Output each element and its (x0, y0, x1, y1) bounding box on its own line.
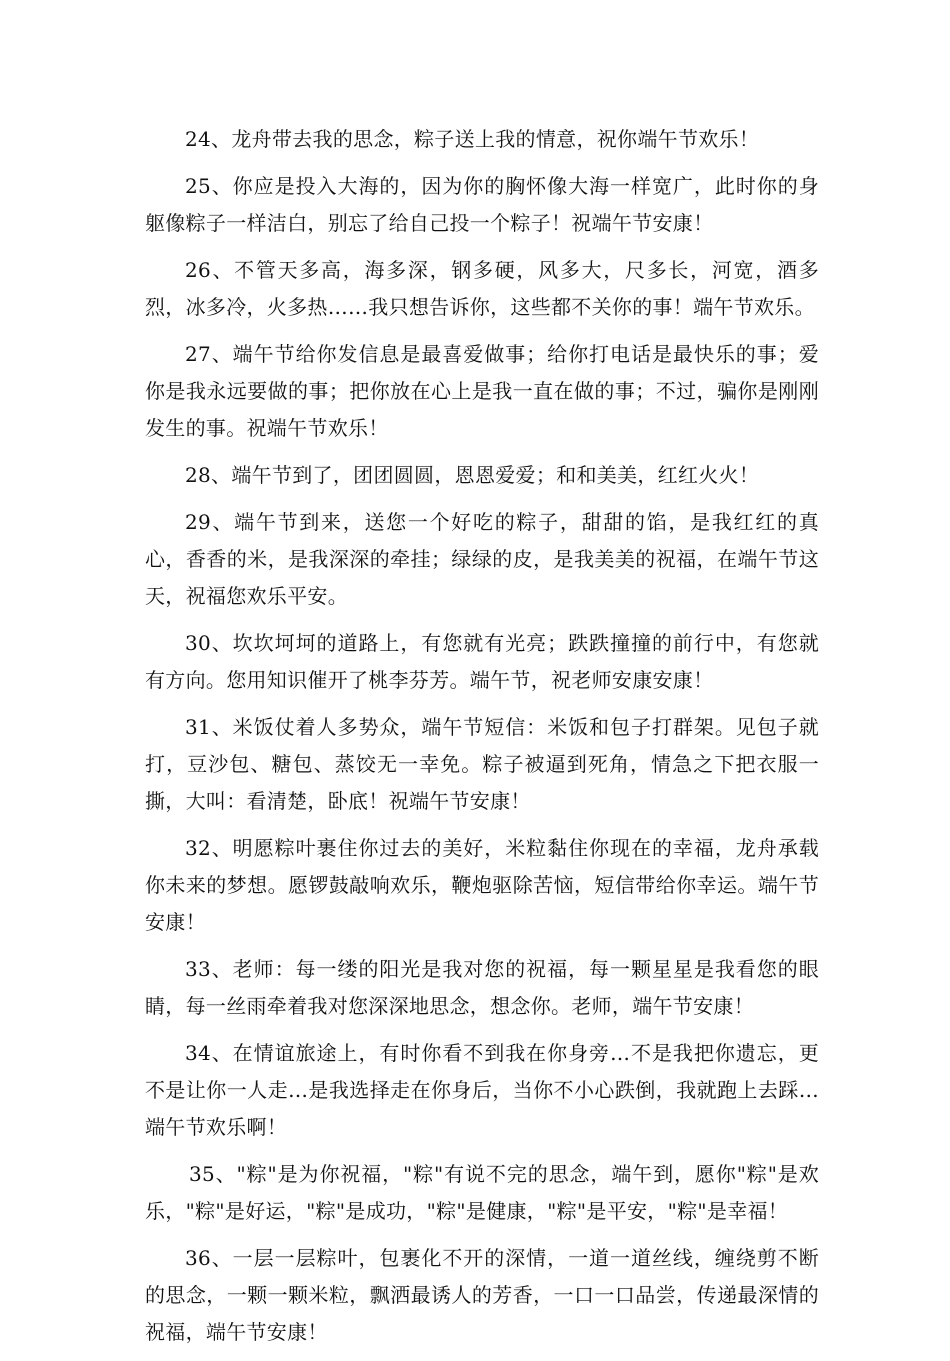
paragraph-24: 24、龙舟带去我的思念，粽子送上我的情意，祝你端午节欢乐！ (185, 127, 760, 151)
paragraph-36: 36、一层一层粽叶，包裹化不开的深情，一道一道丝线，缠绕剪不断的思念，一颗一颗米粒，飘洒最诱人的芳香，一口一口品尝，传递最深情的祝福，端午节安康！ (145, 1246, 819, 1344)
paragraph-25: 25、你应是投入大海的，因为你的胸怀像大海一样宽广，此时你的身躯像粽子一样洁白，别忘了给自己投一个粽子！祝端午节安康！ (145, 174, 819, 235)
paragraph-33: 33、老师：每一缕的阳光是我对您的祝福，每一颗星星是我看您的眼睛，每一丝雨牵着我对您深深地思念，想念你。老师，端午节安康！ (145, 957, 819, 1018)
paragraph-26: 26、不管天多高，海多深，钢多硬，风多大，尺多长，河宽，酒多烈，冰多冷，火多热……我只想告诉你，这些都不关你的事！端午节欢乐。 (145, 258, 819, 319)
paragraph-34: 34、在情谊旅途上，有时你看不到我在你身旁…不是我把你遗忘，更不是让你一人走…是我选择走在你身后，当你不小心跌倒，我就跑上去踩…端午节欢乐啊！ (145, 1041, 819, 1139)
paragraph-27: 27、端午节给你发信息是最喜爱做事；给你打电话是最快乐的事；爱你是我永远要做的事；把你放在心上是我一直在做的事；不过，骗你是刚刚发生的事。祝端午节欢乐！ (145, 342, 819, 440)
paragraph-29: 29、端午节到来，送您一个好吃的粽子，甜甜的馅，是我红红的真心，香香的米，是我深深的牵挂；绿绿的皮，是我美美的祝福，在端午节这天，祝福您欢乐平安。 (145, 510, 819, 608)
paragraph-35: 35、"粽"是为你祝福，"粽"有说不完的思念，端午到，愿你"粽"是欢乐，"粽"是好运，"粽"是成功，"粽"是健康，"粽"是平安，"粽"是幸福！ (145, 1162, 819, 1223)
document-body (145, 121, 819, 1361)
paragraph-31: 31、米饭仗着人多势众，端午节短信：米饭和包子打群架。见包子就打，豆沙包、糖包、蒸饺无一幸免。粽子被逼到死角，情急之下把衣服一撕，大叫：看清楚，卧底！祝端午节安康！ (145, 715, 819, 813)
paragraph-32: 32、明愿粽叶裹住你过去的美好，米粒黏住你现在的幸福，龙舟承载你未来的梦想。愿锣鼓敲响欢乐，鞭炮驱除苦恼，短信带给你幸运。端午节安康！ (145, 836, 819, 934)
paragraph-28: 28、端午节到了，团团圆圆，恩恩爱爱；和和美美，红红火火！ (185, 463, 760, 487)
paragraph-30: 30、坎坎坷坷的道路上，有您就有光亮；跌跌撞撞的前行中，有您就有方向。您用知识催开了桃李芬芳。端午节，祝老师安康安康！ (145, 631, 819, 692)
